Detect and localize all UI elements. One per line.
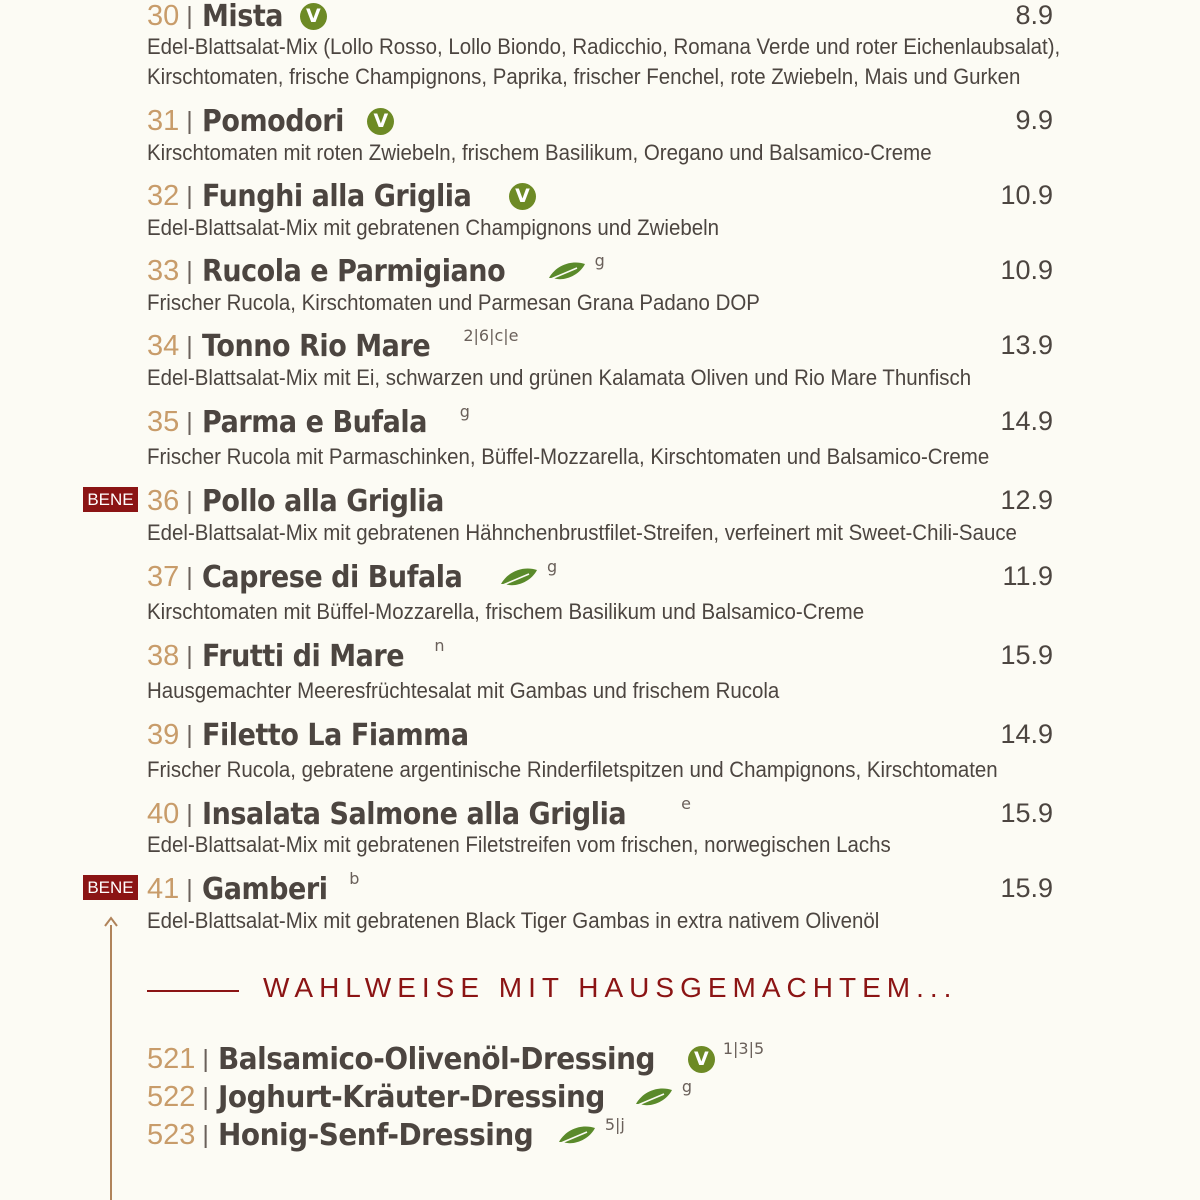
item-price: 12.9 — [1000, 485, 1053, 515]
item-name: Mista — [201, 0, 283, 34]
separator: | — [186, 799, 193, 828]
description-line: Kirschtomaten mit Büffel-Mozzarella, frischem Basilikum und Balsamico-Creme — [147, 599, 865, 624]
item-name: Frutti di Mare — [201, 638, 404, 674]
allergen-codes: g — [459, 401, 470, 421]
description-line: Frischer Rucola, Kirschtomaten und Parmesan Grana Padano DOP — [147, 290, 760, 315]
item-name: Pomodori — [201, 103, 344, 139]
item-title-row — [147, 176, 536, 216]
description-line: Frischer Rucola, gebratene argentinische Rinderfiletspitzen und Champignons, Kirschtomaten — [147, 757, 998, 782]
allergen-codes: b — [349, 868, 360, 888]
arrow-line — [110, 925, 112, 1200]
allergen-codes: g — [547, 556, 558, 576]
item-price: 10.9 — [1000, 180, 1053, 210]
item-name: Parma e Bufala — [201, 404, 427, 440]
item-number: 35 — [147, 405, 180, 438]
separator: | — [186, 720, 193, 749]
item-description — [147, 676, 919, 706]
separator: | — [186, 106, 193, 135]
separator: | — [202, 1082, 209, 1111]
item-name: Balsamico-Olivenöl-Dressing — [217, 1041, 655, 1077]
dressing-item — [147, 1040, 764, 1078]
item-number: 522 — [147, 1080, 196, 1113]
item-title-row — [147, 326, 518, 366]
item-name: Filetto La Fiamma — [201, 717, 469, 753]
vegan-icon: V — [509, 183, 536, 210]
item-number: 38 — [147, 639, 180, 672]
item-description — [147, 32, 1061, 92]
separator: | — [186, 486, 193, 515]
item-title-row — [147, 0, 327, 36]
item-title-row — [147, 481, 470, 521]
description-line: Edel-Blattsalat-Mix mit gebratenen Black Tiger Gambas in extra nativem Olivenöl — [147, 908, 880, 933]
item-name: Caprese di Bufala — [201, 559, 463, 595]
item-description — [147, 755, 998, 785]
item-name: Funghi alla Griglia — [201, 178, 472, 214]
separator: | — [186, 331, 193, 360]
item-description — [147, 597, 919, 627]
item-price: 13.9 — [1000, 330, 1053, 360]
item-price: 14.9 — [1000, 719, 1053, 749]
item-title-row — [147, 251, 605, 291]
item-title-row — [147, 557, 557, 597]
item-name: Tonno Rio Mare — [201, 328, 430, 364]
section-title: WAHLWEISE MIT HAUSGEMACHTEM... — [263, 972, 958, 1003]
bene-badge: BENE — [83, 875, 138, 900]
item-name: Rucola e Parmigiano — [201, 253, 505, 289]
item-price: 10.9 — [1000, 255, 1053, 285]
separator: | — [186, 641, 193, 670]
item-description — [147, 363, 972, 393]
item-price: 11.9 — [1002, 561, 1053, 591]
allergen-codes: e — [681, 793, 691, 813]
item-description — [147, 518, 1017, 548]
item-number: 41 — [147, 872, 180, 905]
separator: | — [186, 407, 193, 436]
item-price: 15.9 — [1000, 873, 1053, 903]
description-line: Edel-Blattsalat-Mix (Lollo Rosso, Lollo Biondo, Radicchio, Romana Verde und roter Eichenlaubsalat), — [147, 34, 1061, 59]
separator: | — [186, 562, 193, 591]
description-line: Kirschtomaten, frische Champignons, Paprika, frischer Fenchel, rote Zwiebeln, Mais und Gurken — [147, 64, 1021, 89]
item-description — [147, 138, 932, 168]
item-price: 8.9 — [1015, 0, 1053, 30]
vegan-icon: V — [367, 108, 394, 135]
description-line: Hausgemachter Meeresfrüchtesalat mit Gambas und frischem Rucola — [147, 678, 780, 703]
item-title-row — [147, 715, 498, 755]
item-price: 9.9 — [1015, 105, 1053, 135]
allergen-codes: n — [434, 635, 445, 655]
item-name: Pollo alla Griglia — [201, 483, 444, 519]
dressing-item — [147, 1116, 625, 1154]
description-line: Edel-Blattsalat-Mix mit gebratenen Champignons und Zwiebeln — [147, 215, 720, 240]
bene-badge: BENE — [83, 487, 138, 512]
separator: | — [186, 1, 193, 30]
item-title-row — [147, 402, 470, 442]
vegan-icon: V — [300, 3, 327, 30]
separator: | — [202, 1044, 209, 1073]
item-number: 521 — [147, 1042, 196, 1075]
item-name: Gamberi — [201, 871, 328, 907]
vegan-icon: V — [688, 1046, 715, 1073]
separator: | — [202, 1120, 209, 1149]
item-number: 31 — [147, 104, 180, 137]
item-name: Honig-Senf-Dressing — [217, 1117, 534, 1153]
item-description — [147, 906, 919, 936]
item-name: Insalata Salmone alla Griglia — [201, 796, 626, 832]
separator: | — [186, 874, 193, 903]
description-line: Edel-Blattsalat-Mix mit gebratenen Hähnchenbrustfilet-Streifen, verfeinert mit Sweet-Chili-Sauce — [147, 520, 1017, 545]
separator: | — [186, 256, 193, 285]
item-title-row — [147, 636, 444, 676]
item-description — [147, 442, 990, 472]
item-number: 37 — [147, 560, 180, 593]
item-number: 36 — [147, 484, 180, 517]
description-line: Edel-Blattsalat-Mix mit Ei, schwarzen und grünen Kalamata Oliven und Rio Mare Thunfisch — [147, 365, 972, 390]
item-title-row — [147, 794, 691, 834]
item-description — [147, 830, 919, 860]
item-price: 15.9 — [1000, 798, 1053, 828]
item-price: 15.9 — [1000, 640, 1053, 670]
description-line: Edel-Blattsalat-Mix mit gebratenen Filetstreifen vom frischen, norwegischen Lachs — [147, 832, 891, 857]
item-number: 34 — [147, 329, 180, 362]
item-number: 33 — [147, 254, 180, 287]
item-number: 39 — [147, 718, 180, 751]
allergen-codes: 2|6|c|e — [463, 325, 519, 345]
item-description — [147, 213, 919, 243]
leaf-icon — [634, 1086, 674, 1108]
leaf-icon — [557, 1124, 597, 1146]
item-number: 30 — [147, 0, 180, 32]
item-number: 32 — [147, 179, 180, 212]
item-title-row — [147, 869, 359, 909]
item-number: 40 — [147, 797, 180, 830]
section-divider — [147, 990, 239, 992]
description-line: Frischer Rucola mit Parmaschinken, Büffel-Mozzarella, Kirschtomaten und Balsamico-Creme — [147, 444, 990, 469]
allergen-codes: 5|j — [604, 1114, 625, 1134]
leaf-icon — [499, 566, 539, 588]
leaf-icon — [547, 260, 587, 282]
description-line: Kirschtomaten mit roten Zwiebeln, frischem Basilikum, Oregano und Balsamico-Creme — [147, 140, 932, 165]
allergen-codes: g — [594, 250, 605, 270]
item-number: 523 — [147, 1118, 196, 1151]
item-title-row — [147, 101, 394, 141]
item-name: Joghurt-Kräuter-Dressing — [217, 1079, 605, 1115]
allergen-codes: 1|3|5 — [722, 1038, 765, 1058]
separator: | — [186, 181, 193, 210]
dressing-item — [147, 1078, 692, 1116]
item-description — [147, 288, 919, 318]
allergen-codes: g — [681, 1076, 693, 1096]
item-price: 14.9 — [1000, 406, 1053, 436]
